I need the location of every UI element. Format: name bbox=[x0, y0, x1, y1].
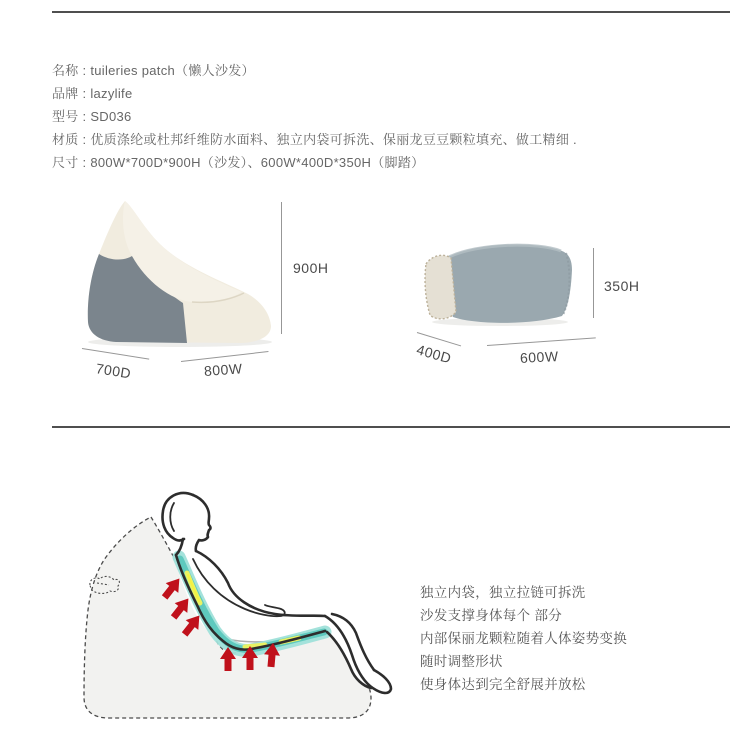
feature-adjustable: 随时调整形状 bbox=[420, 654, 503, 669]
sofa-height-label: 900H bbox=[293, 260, 329, 276]
feature-relax: 使身体达到完全舒展并放松 bbox=[420, 677, 586, 692]
sofa-depth-dimension-line bbox=[82, 348, 149, 360]
product-specs-block bbox=[52, 59, 712, 174]
spec-size: 尺寸 : 800W*700D*900H（沙发）、600W*400D*350H（脚踏） bbox=[52, 155, 425, 170]
ottoman-width-label: 600W bbox=[519, 347, 559, 366]
spec-model: 型号 : SD036 bbox=[52, 109, 132, 124]
ergonomic-support-illustration bbox=[75, 475, 405, 730]
sofa-height-dimension-line bbox=[281, 202, 282, 334]
sofa-width-label: 800W bbox=[203, 360, 244, 379]
spec-material: 材质 : 优质涤纶或杜邦纤维防水面料、独立内袋可拆洗、保丽龙豆豆颗粒填充、做工精细 . bbox=[52, 132, 577, 147]
ottoman-width-dimension-line bbox=[487, 337, 596, 346]
spec-name: 名称 : tuileries patch（懒人沙发） bbox=[52, 63, 255, 78]
feature-text-block bbox=[420, 581, 730, 696]
sofa-width-dimension-line bbox=[181, 351, 269, 362]
ottoman-depth-label: 400D bbox=[414, 341, 454, 367]
beanbag-sofa-product-image bbox=[80, 196, 280, 348]
ottoman-product-image bbox=[420, 238, 580, 328]
top-divider bbox=[52, 11, 730, 13]
feature-washable: 独立内袋，独立拉链可拆洗 bbox=[420, 585, 586, 600]
feature-particles: 内部保丽龙颗粒随着人体姿势变换 bbox=[420, 631, 627, 646]
ottoman-height-dimension-line bbox=[593, 248, 594, 318]
ottoman-height-label: 350H bbox=[604, 278, 640, 294]
feature-support: 沙发支撑身体每个 部分 bbox=[420, 608, 563, 623]
spec-brand: 品牌 : lazylife bbox=[52, 86, 133, 101]
sofa-depth-label: 700D bbox=[94, 360, 133, 382]
section-divider bbox=[52, 426, 730, 428]
